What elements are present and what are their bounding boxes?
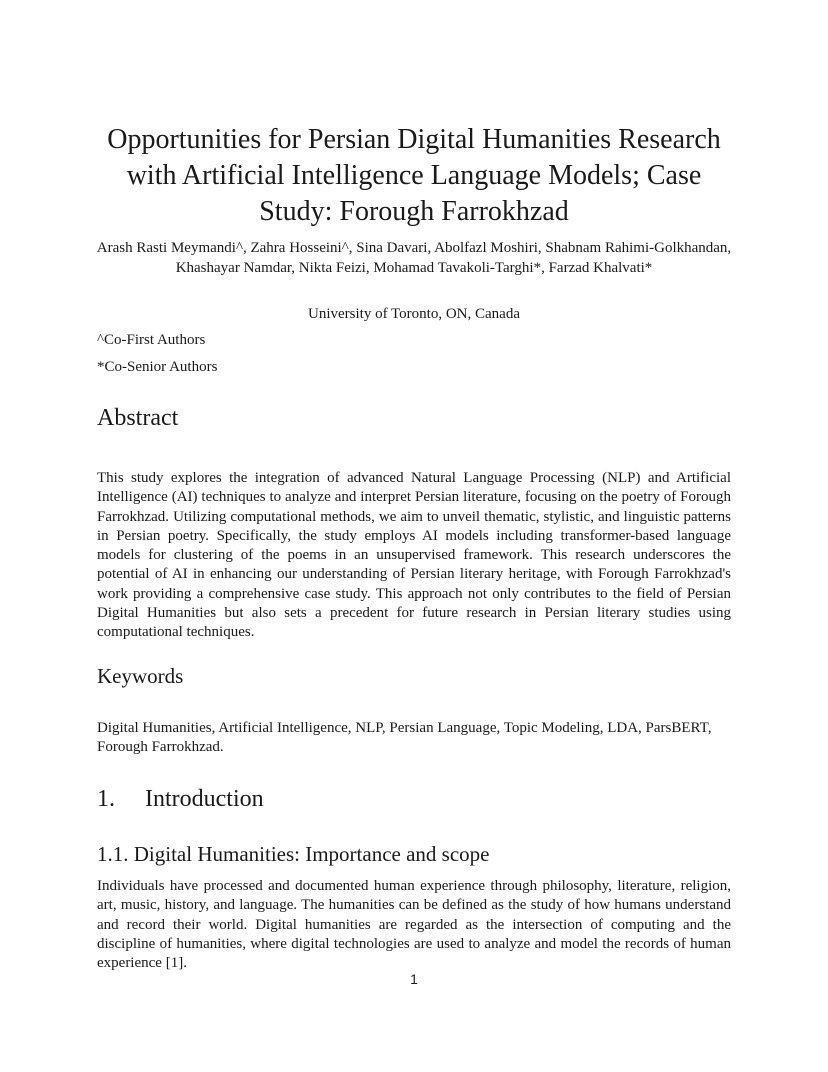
- co-first-authors-note: ^Co-First Authors: [97, 332, 206, 348]
- page-number: 1: [410, 971, 418, 987]
- keywords-text: Digital Humanities, Artificial Intelligence, NLP, Persian Language, Topic Modeling, LDA, ParsBERT, Forough Farrokhzad.: [97, 720, 712, 756]
- affiliation: University of Toronto, ON, Canada: [308, 306, 520, 322]
- keywords-heading: Keywords: [97, 664, 184, 688]
- co-senior-authors-note: *Co-Senior Authors: [97, 359, 218, 375]
- paper-title: Opportunities for Persian Digital Humanities Research with Artificial Intelligence Language Models; Case Study: Forough Farrokhzad: [107, 124, 721, 227]
- abstract-text: This study explores the integration of advanced Natural Language Processing (NLP) and Artificial Intelligence (AI) techniques to analyze and interpret Persian literature, focusing on the poetry of Forough Farrokhzad. Utilizing computational methods, we aim to unveil thematic, stylistic, and linguistic patterns in Persian poetry. Specifically, the study employs AI models including transformer-based language models for clustering of the poems in an unsupervised framework. This research underscores the potential of AI in enhancing our understanding of Persian literary heritage, with Forough Farrokhzad's work providing a comprehensive case study. This approach not only contributes to the field of Persian Digital Humanities but also sets a precedent for future research in Persian literary studies using computational techniques.: [97, 470, 731, 641]
- introduction-heading: [97, 784, 264, 814]
- author-list: Arash Rasti Meymandi^, Zahra Hosseini^, Sina Davari, Abolfazl Moshiri, Shabnam Rahimi-Golkhandan, Khashayar Namdar, Nikta Feizi, Mohamad Tavakoli-Targhi*, Farzad Khalvati*: [96, 240, 732, 276]
- abstract-heading: Abstract: [97, 405, 179, 431]
- subsection-heading: 1.1. Digital Humanities: Importance and scope: [97, 842, 490, 866]
- section-title: Introduction: [145, 786, 264, 812]
- introduction-text: Individuals have processed and documented human experience through philosophy, literature, religion, art, music, history, and language. The humanities can be defined as the study of how humans understand and record their world. Digital humanities are regarded as the intersection of computing and the discipline of humanities, where digital technologies are used to analyze and model the records of human experience [1].: [97, 878, 731, 972]
- section-number: 1.: [97, 786, 115, 812]
